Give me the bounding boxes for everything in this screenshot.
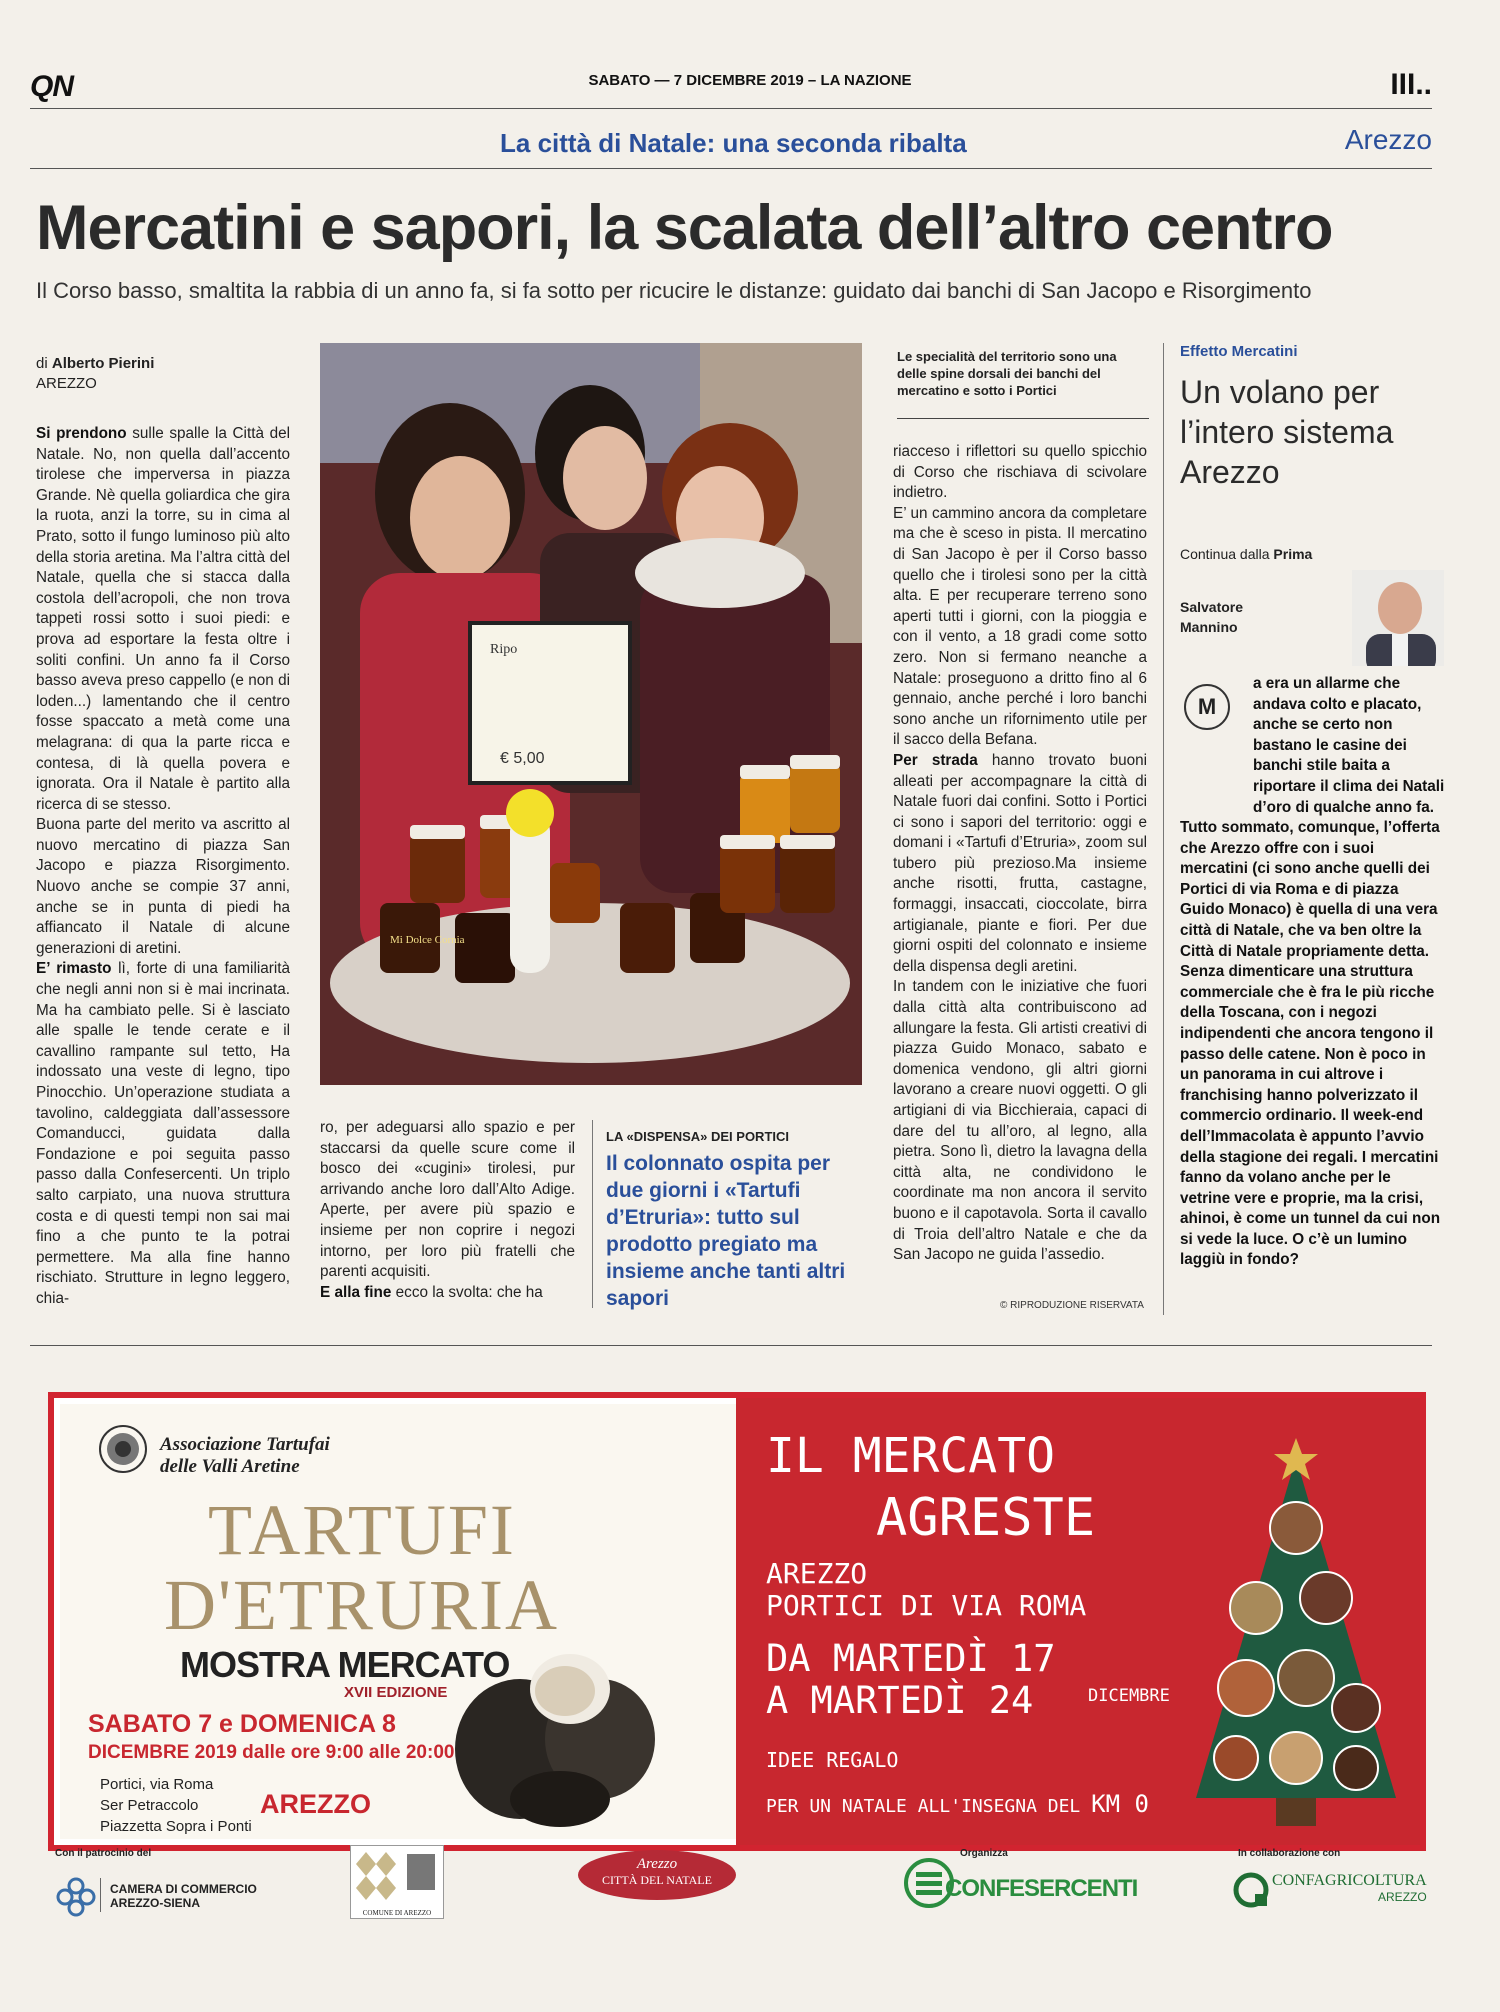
confagricoltura-name <box>1272 1872 1427 1904</box>
confesercenti-name: CONFESERCENTI <box>945 1875 1138 1902</box>
byline-location: AREZZO <box>36 375 97 392</box>
confagricoltura-line-1: CONFAGRICOLTURA <box>1272 1872 1427 1889</box>
mercato-idee: IDEE REGALO <box>766 1748 899 1772</box>
section-label: Arezzo <box>1344 124 1432 155</box>
caption-rule <box>897 418 1149 419</box>
article-kicker: La città di Natale: una seconda ribalta <box>500 128 967 158</box>
organizza-label: Organizza <box>960 1848 1008 1859</box>
lead-word-3: E alla fine <box>320 1283 392 1301</box>
camera-commercio <box>110 1882 257 1910</box>
photo-caption: Le specialità del territorio sono una delle spine dorsali dei banchi del mercatino e sotto i Portici <box>897 349 1117 398</box>
box-divider <box>592 1120 593 1308</box>
box-title: Il colonnato ospita per due giorni i «Tartufi d’Etruria»: tutto sul prodotto pregiato ma insieme anche tanti altri sapori <box>606 1152 846 1310</box>
continua-text: Continua dalla <box>1180 546 1274 562</box>
cdn-line-1: Arezzo <box>636 1856 678 1872</box>
sidebar-lead-text: a era un allarme che andava colto e placato, anche se certo non bastano le casine dei banchi stile baita a riportare il clima dei Natali d’oro di qualche anno fa. <box>1253 675 1445 816</box>
mercato-title-2: AGRESTE <box>876 1488 1096 1548</box>
confagricoltura-line-2: AREZZO <box>1378 1890 1427 1904</box>
photo-label-title: Ripo <box>490 642 518 657</box>
ad-separator <box>30 1345 1432 1346</box>
association-seal-icon <box>98 1424 148 1474</box>
author-photo <box>1352 570 1444 666</box>
mercato-dates <box>766 1638 1056 1722</box>
camera-divider <box>100 1878 101 1912</box>
sidebar-body-text: Tutto sommato, comunque, l’offerta che Arezzo offre con i suoi mercatini (ci sono anche quelli dei Portici di via Roma e di piazza Guido Monaco) è quella di una vera città di Natale, che va ben oltre la Città di Natale propriamente detta. Senza dimenticare una struttura commerciale che è fra le più ricche della Toscana, con i negozi indipendenti che ancora tengono il passo delle catene. Non è poco in un panorama in cui altrove i franchising hanno polverizzato il commercio ordinario. Il week-end dell’Immacolata è appunto l’avvio della stagione dei regali. I mercatini fanno da volano anche per le vetrine vere e proprie, ma la crisi, ahinoi, è come un tunnel da cui non si vede la luce. O c’è un lumino laggiù in fondo? <box>1180 819 1441 1269</box>
mercato-date-from: DA MARTEDÌ 17 <box>766 1637 1056 1680</box>
christmas-tree-icon <box>1176 1438 1416 1828</box>
truffle-image <box>450 1629 660 1829</box>
col1-paragraph-3: lì, forte di una familiarità che negli anni non si è mai incrinata. Ma ha cambiato pelle. Si è lasciato alle spalle le tende cerate e il cavallino rampante sul tetto, Ha indossato una veste di legno, tipo Pinocchio. Un’operazione studiata a tavolino, caldeggiata dall’assessore Comanducci, guidata dalla Fondazione e poi seguita passo passo dalla Confesercenti. Un triplo salto carpiato, una nuova struttura costa e di questi tempi non sai mai fino a che punto te la potrai permettere. Ma alla fine hanno rischiato. Strutture in legno leggero, chia- <box>36 960 290 1307</box>
author-portrait <box>1352 570 1444 666</box>
comune-crest-icon <box>351 1846 443 1904</box>
dateline: SABATO — 7 DICEMBRE 2019 – LA NAZIONE <box>588 72 912 89</box>
kicker-rule <box>30 168 1432 169</box>
continua-page: Prima <box>1273 546 1313 562</box>
ad-city: AREZZO <box>260 1789 371 1819</box>
ad-title-etruria: D'ETRURIA <box>164 1565 559 1645</box>
newspaper-logo: QN <box>30 70 73 103</box>
ad-mostra: MOSTRA MERCATO <box>180 1644 510 1685</box>
collaborazione-label: In collaborazione con <box>1238 1848 1341 1859</box>
copyright: © RIPRODUZIONE RISERVATA <box>1000 1300 1144 1311</box>
association-line-2: delle Valli Aretine <box>160 1456 300 1477</box>
mercato-month: DICEMBRE <box>1088 1686 1170 1706</box>
byline-prefix: di <box>36 355 48 372</box>
author-name: Alberto Pierini <box>51 355 155 372</box>
ad-place-2: Ser Petraccolo <box>100 1797 199 1814</box>
sidebar-title: Un volano per l’intero sistema Arezzo <box>1180 374 1394 490</box>
ad-dates-days: SABATO 7 e DOMENICA 8 <box>88 1710 396 1738</box>
comune-label: COMUNE DI AREZZO <box>362 1909 432 1917</box>
camera-commercio-logo-icon <box>55 1876 97 1918</box>
mercato-title-1: IL MERCATO <box>766 1428 1055 1484</box>
dropcap: M <box>1184 684 1230 730</box>
camera-line-2: AREZZO-SIENA <box>110 1896 200 1910</box>
market-photo <box>320 343 862 1085</box>
cdn-line-2: CITTÀ DEL NATALE <box>602 1873 712 1887</box>
ad-title-tartufi: TARTUFI <box>208 1490 516 1570</box>
lead-word-4: Per strada <box>893 751 978 769</box>
article-summary: Il Corso basso, smaltita la rabbia di un anno fa, si fa sotto per ricucire le distanze: guidato dai banchi di San Jacopo e Risorgimento <box>36 278 1312 303</box>
mercato-date-to: A MARTEDÌ 24 <box>766 1679 1034 1722</box>
lead-word-2: E’ rimasto <box>36 960 112 978</box>
ad-dates-hours: DICEMBRE 2019 dalle ore 9:00 alle 20:00 <box>88 1742 455 1763</box>
col3-paragraph-4: In tandem con le iniziative che fuori dalla città alta contribuiscono ad allungare la festa. Gli artisti creativi di piazza Guido Monaco, sabato e domenica vendono, gli altri giorni lavorano a creare nuovi oggetti. O gli artigiani di via Bicchieraia, capaci di dare del tu all’oro, al legno, alla pietra. Sono lì, dietro la lavagna della città alta, ne condividono le coordinate ma non ancora il servito buono e il capotavola. Sorta il cavallo di Troia dell’altro Natale e che da San Jacopo ne guida l’assedio. <box>893 978 1147 1264</box>
jar-label: Mi Dolce Cornia <box>390 934 465 946</box>
ad-mercato-panel <box>736 1398 1420 1845</box>
article-column-3 <box>893 442 1147 1266</box>
headline: Mercatini e sapori, la scalata dell’altro centro <box>36 193 1333 263</box>
ad-places <box>100 1774 252 1837</box>
masthead-rule <box>30 108 1432 109</box>
camera-line-1: CAMERA DI COMMERCIO <box>110 1882 257 1896</box>
citta-del-natale-logo <box>578 1850 736 1900</box>
mercato-km: KM 0 <box>1091 1790 1149 1818</box>
ad-edizione: XVII EDIZIONE <box>344 1684 448 1701</box>
sidebar-kicker: Effetto Mercatini <box>1180 343 1298 360</box>
mercato-location <box>766 1558 1086 1622</box>
sidebar-author-first: Salvatore <box>1180 599 1244 615</box>
sidebar-divider <box>1163 343 1164 1315</box>
box-kicker: LA «DISPENSA» DEI PORTICI <box>606 1129 789 1144</box>
ad-place-3: Piazzetta Sopra i Ponti <box>100 1818 252 1835</box>
ad-tartufi-panel <box>60 1404 736 1839</box>
mercato-slogan <box>766 1790 1149 1818</box>
advertisement <box>48 1392 1426 1851</box>
col1-paragraph-2: Buona parte del merito va ascritto al nuovo mercatino di piazza San Jacopo e piazza Risorgimento. Nuovo anche se compie 37 anni, anche se in punta di piedi ha affiancato il Natale di alcune generazioni di aretini. <box>36 816 290 957</box>
col1-paragraph-1: sulle spalle la Città del Natale. No, non quella dall’accento tirolese che imperversa in piazza Grande. Nè quella goliardica che gira la ruota, anzi la torre, su in cima al Prato, sotto il fungo luminoso più alto della storia aretina. Ma l’altra città del Natale, quella che si stacca dalla costola dell’acropoli, che non trova tappeti rossi sotto i suoi piedi: e prova ad esportare la festa oltre i soliti confini. Un anno fa il Corso basso aveva preso cappello (e non di loden...) lamentando che il centro fosse spaccato a metà come una melagrana: di qua la parte ricca e contesa, di là quella povera e ignorata. Ora il Natale è partito alla ricerca di se stesso. <box>36 425 291 813</box>
association-name <box>160 1434 330 1478</box>
ad-place-1: Portici, via Roma <box>100 1776 214 1793</box>
col2-paragraph-1: ro, per adeguarsi allo spazio e per staccarsi da quelle scure come il bosco dei «cugini» tirolesi, pur arrivando anche loro dall’Alto Adige. Aperte, per avere più spazio e insieme per non coprire i negozi intorno, per loro più fratelli che parenti acquisiti. <box>320 1119 575 1281</box>
byline <box>36 354 154 394</box>
comune-arezzo-logo <box>350 1845 444 1919</box>
mercato-portici: PORTICI DI VIA ROMA <box>766 1589 1087 1622</box>
col3-paragraph-1: riacceso i riflettori su quello spicchio di Corso che rischiava di scivolare indietro. <box>893 443 1147 502</box>
mercato-slogan-text: PER UN NATALE ALL'INSEGNA DEL <box>766 1796 1081 1817</box>
confagricoltura-logo-icon <box>1233 1870 1269 1910</box>
mercato-city: AREZZO <box>766 1557 868 1590</box>
sidebar-author-last: Mannino <box>1180 619 1238 635</box>
page-number: III.. <box>1390 68 1432 101</box>
association-line-1: Associazione Tartufai <box>160 1434 330 1455</box>
article-column-1 <box>36 424 290 1310</box>
col3-paragraph-3: hanno trovato buoni alleati per accompagnare la città di Natale fuori dai confini. Sotto i Portici ci sono i sapori del territorio: oggi e domani i «Tartufi d’Etruria», zoom sul tubero più prezioso.Ma insieme anche risotti, frutta, castagne, formaggi, insaccati, cioccolate, birra artigianale, piante e fiori. Per due giorni ospiti del colonnato e insieme della dispensa degli aretini. <box>893 751 1147 975</box>
article-column-2 <box>320 1118 575 1303</box>
patrocinio-label: Con il patrocinio del <box>55 1848 152 1859</box>
sidebar-author <box>1180 597 1243 637</box>
col2-paragraph-2: ecco la svolta: che ha <box>391 1283 543 1301</box>
lead-word: Si prendono <box>36 425 127 442</box>
photo-label-price: € 5,00 <box>500 750 545 767</box>
continua-label <box>1180 546 1312 562</box>
market-photo-illustration <box>320 343 862 1085</box>
col3-paragraph-2: E’ un cammino ancora da completare ma che è sceso in pista. Il mercatino di San Jacopo è per il Corso basso quello che i tirolesi sono per la città alta. E per recuperare terreno sono aperti tutti i giorni, con la pioggia e con il vento, a 18 gradi come sotto zero. Non si fermano neanche a Natale: proseguono a dritto fino al 6 gennaio, anche perché i loro banchi sono anche un rifornimento utile per il sacco della Befana. <box>893 504 1147 749</box>
